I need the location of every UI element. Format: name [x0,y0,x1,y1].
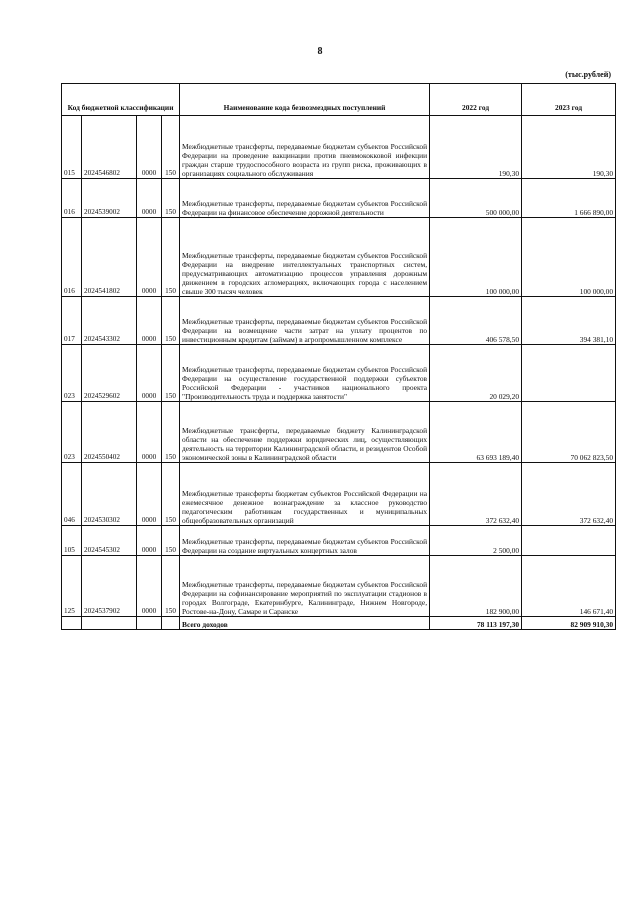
row-name: Межбюджетные трансферты, передаваемые бюджетам субъектов Российской Федерации на проведение вакцинации против пневмококковой инфекции граждан старше трудоспособного возраста из групп риска, проживающих в организациях социального обслуживания [180,116,430,179]
value-2023: 372 632,40 [522,463,616,526]
code-program: 0000 [137,402,162,463]
total-2022: 78 113 197,30 [430,617,522,630]
code-main: 2024545302 [82,526,137,556]
table-row [62,116,616,179]
table-header-row [62,84,616,116]
value-2022: 100 000,00 [430,218,522,297]
row-name: Межбюджетные трансферты, передаваемые бюджетам субъектов Российской Федерации на внедрение интеллектуальных транспортных систем, предусматривающих автоматизацию процессов управления дорожным движением в городских агломерациях, включающих города с населением свыше 300 тысяч человек [180,218,430,297]
total-label: Всего доходов [180,617,430,630]
total-2023: 82 909 910,30 [522,617,616,630]
row-name: Межбюджетные трансферты бюджетам субъектов Российской Федерации на ежемесячное денежное вознаграждение за классное руководство педагогическим работникам государственных и муниципальных общеобразовательных организаций [180,463,430,526]
code-chapter: 016 [62,179,82,218]
code-kind: 150 [162,526,180,556]
value-2022: 20 029,20 [430,345,522,402]
header-2022: 2022 год [430,84,522,116]
value-2022: 63 693 189,40 [430,402,522,463]
units-label: (тыс.рублей) [565,70,611,79]
code-chapter: 015 [62,116,82,179]
code-main: 2024541802 [82,218,137,297]
code-kind: 150 [162,345,180,402]
value-2023 [522,526,616,556]
code-chapter: 017 [62,297,82,345]
code-chapter: 046 [62,463,82,526]
value-2022: 190,30 [430,116,522,179]
value-2022: 406 578,50 [430,297,522,345]
value-2023: 394 381,10 [522,297,616,345]
table-row [62,556,616,617]
table-row [62,526,616,556]
value-2022: 372 632,40 [430,463,522,526]
code-kind: 150 [162,179,180,218]
code-main: 2024550402 [82,402,137,463]
header-name: Наименование кода безвозмездных поступлений [180,84,430,116]
code-chapter: 125 [62,556,82,617]
code-program: 0000 [137,179,162,218]
code-kind: 150 [162,402,180,463]
code-main: 2024529602 [82,345,137,402]
row-name: Межбюджетные трансферты, передаваемые бюджетам субъектов Российской Федерации на финансовое обеспечение дорожной деятельности [180,179,430,218]
table-row [62,218,616,297]
code-program: 0000 [137,116,162,179]
code-main: 2024537902 [82,556,137,617]
value-2022: 182 900,00 [430,556,522,617]
page-number: 8 [317,46,323,57]
code-kind: 150 [162,218,180,297]
code-program: 0000 [137,556,162,617]
code-main: 2024539002 [82,179,137,218]
code-main: 2024546802 [82,116,137,179]
code-program: 0000 [137,297,162,345]
code-program: 0000 [137,463,162,526]
table-row [62,402,616,463]
code-chapter: 016 [62,218,82,297]
code-program: 0000 [137,345,162,402]
code-kind: 150 [162,556,180,617]
row-name: Межбюджетные трансферты, передаваемые бюджетам субъектов Российской Федерации на осуществление государственной поддержки субъектов Российской Федерации - участников национального проекта "Производительность труда и поддержка занятости" [180,345,430,402]
budget-table [61,83,616,630]
value-2022: 2 500,00 [430,526,522,556]
code-main: 2024530302 [82,463,137,526]
code-chapter: 023 [62,402,82,463]
header-code: Код бюджетной классификации [62,84,180,116]
code-kind: 150 [162,297,180,345]
code-main: 2024543302 [82,297,137,345]
value-2023: 100 000,00 [522,218,616,297]
code-chapter: 023 [62,345,82,402]
code-kind: 150 [162,116,180,179]
code-kind: 150 [162,463,180,526]
row-name: Межбюджетные трансферты, передаваемые бюджету Калининградской области на обеспечение поддержки юридических лиц, осуществляющих деятельность на территории Калининградской области, и резидентов Особой экономической зоны в Калининградской области [180,402,430,463]
row-name: Межбюджетные трансферты, передаваемые бюджетам субъектов Российской Федерации на возмещение части затрат на уплату процентов по инвестиционным кредитам (займам) в агропромышленном комплексе [180,297,430,345]
row-name: Межбюджетные трансферты, передаваемые бюджетам субъектов Российской Федерации на софинансирование мероприятий по эксплуатации стадионов в городах Волгограде, Екатеринбурге, Калининграде, Нижнем Новгороде, Ростове-на-Дону, Самаре и Саранске [180,556,430,617]
row-name: Межбюджетные трансферты, передаваемые бюджетам субъектов Российской Федерации на создание виртуальных концертных залов [180,526,430,556]
value-2023 [522,345,616,402]
value-2022: 500 000,00 [430,179,522,218]
header-2023: 2023 год [522,84,616,116]
table-row [62,345,616,402]
table-row [62,463,616,526]
value-2023: 146 671,40 [522,556,616,617]
total-row [62,617,616,630]
code-chapter: 105 [62,526,82,556]
code-program: 0000 [137,526,162,556]
table-row [62,297,616,345]
value-2023: 1 666 890,00 [522,179,616,218]
value-2023: 70 062 823,50 [522,402,616,463]
table-row [62,179,616,218]
value-2023: 190,30 [522,116,616,179]
code-program: 0000 [137,218,162,297]
